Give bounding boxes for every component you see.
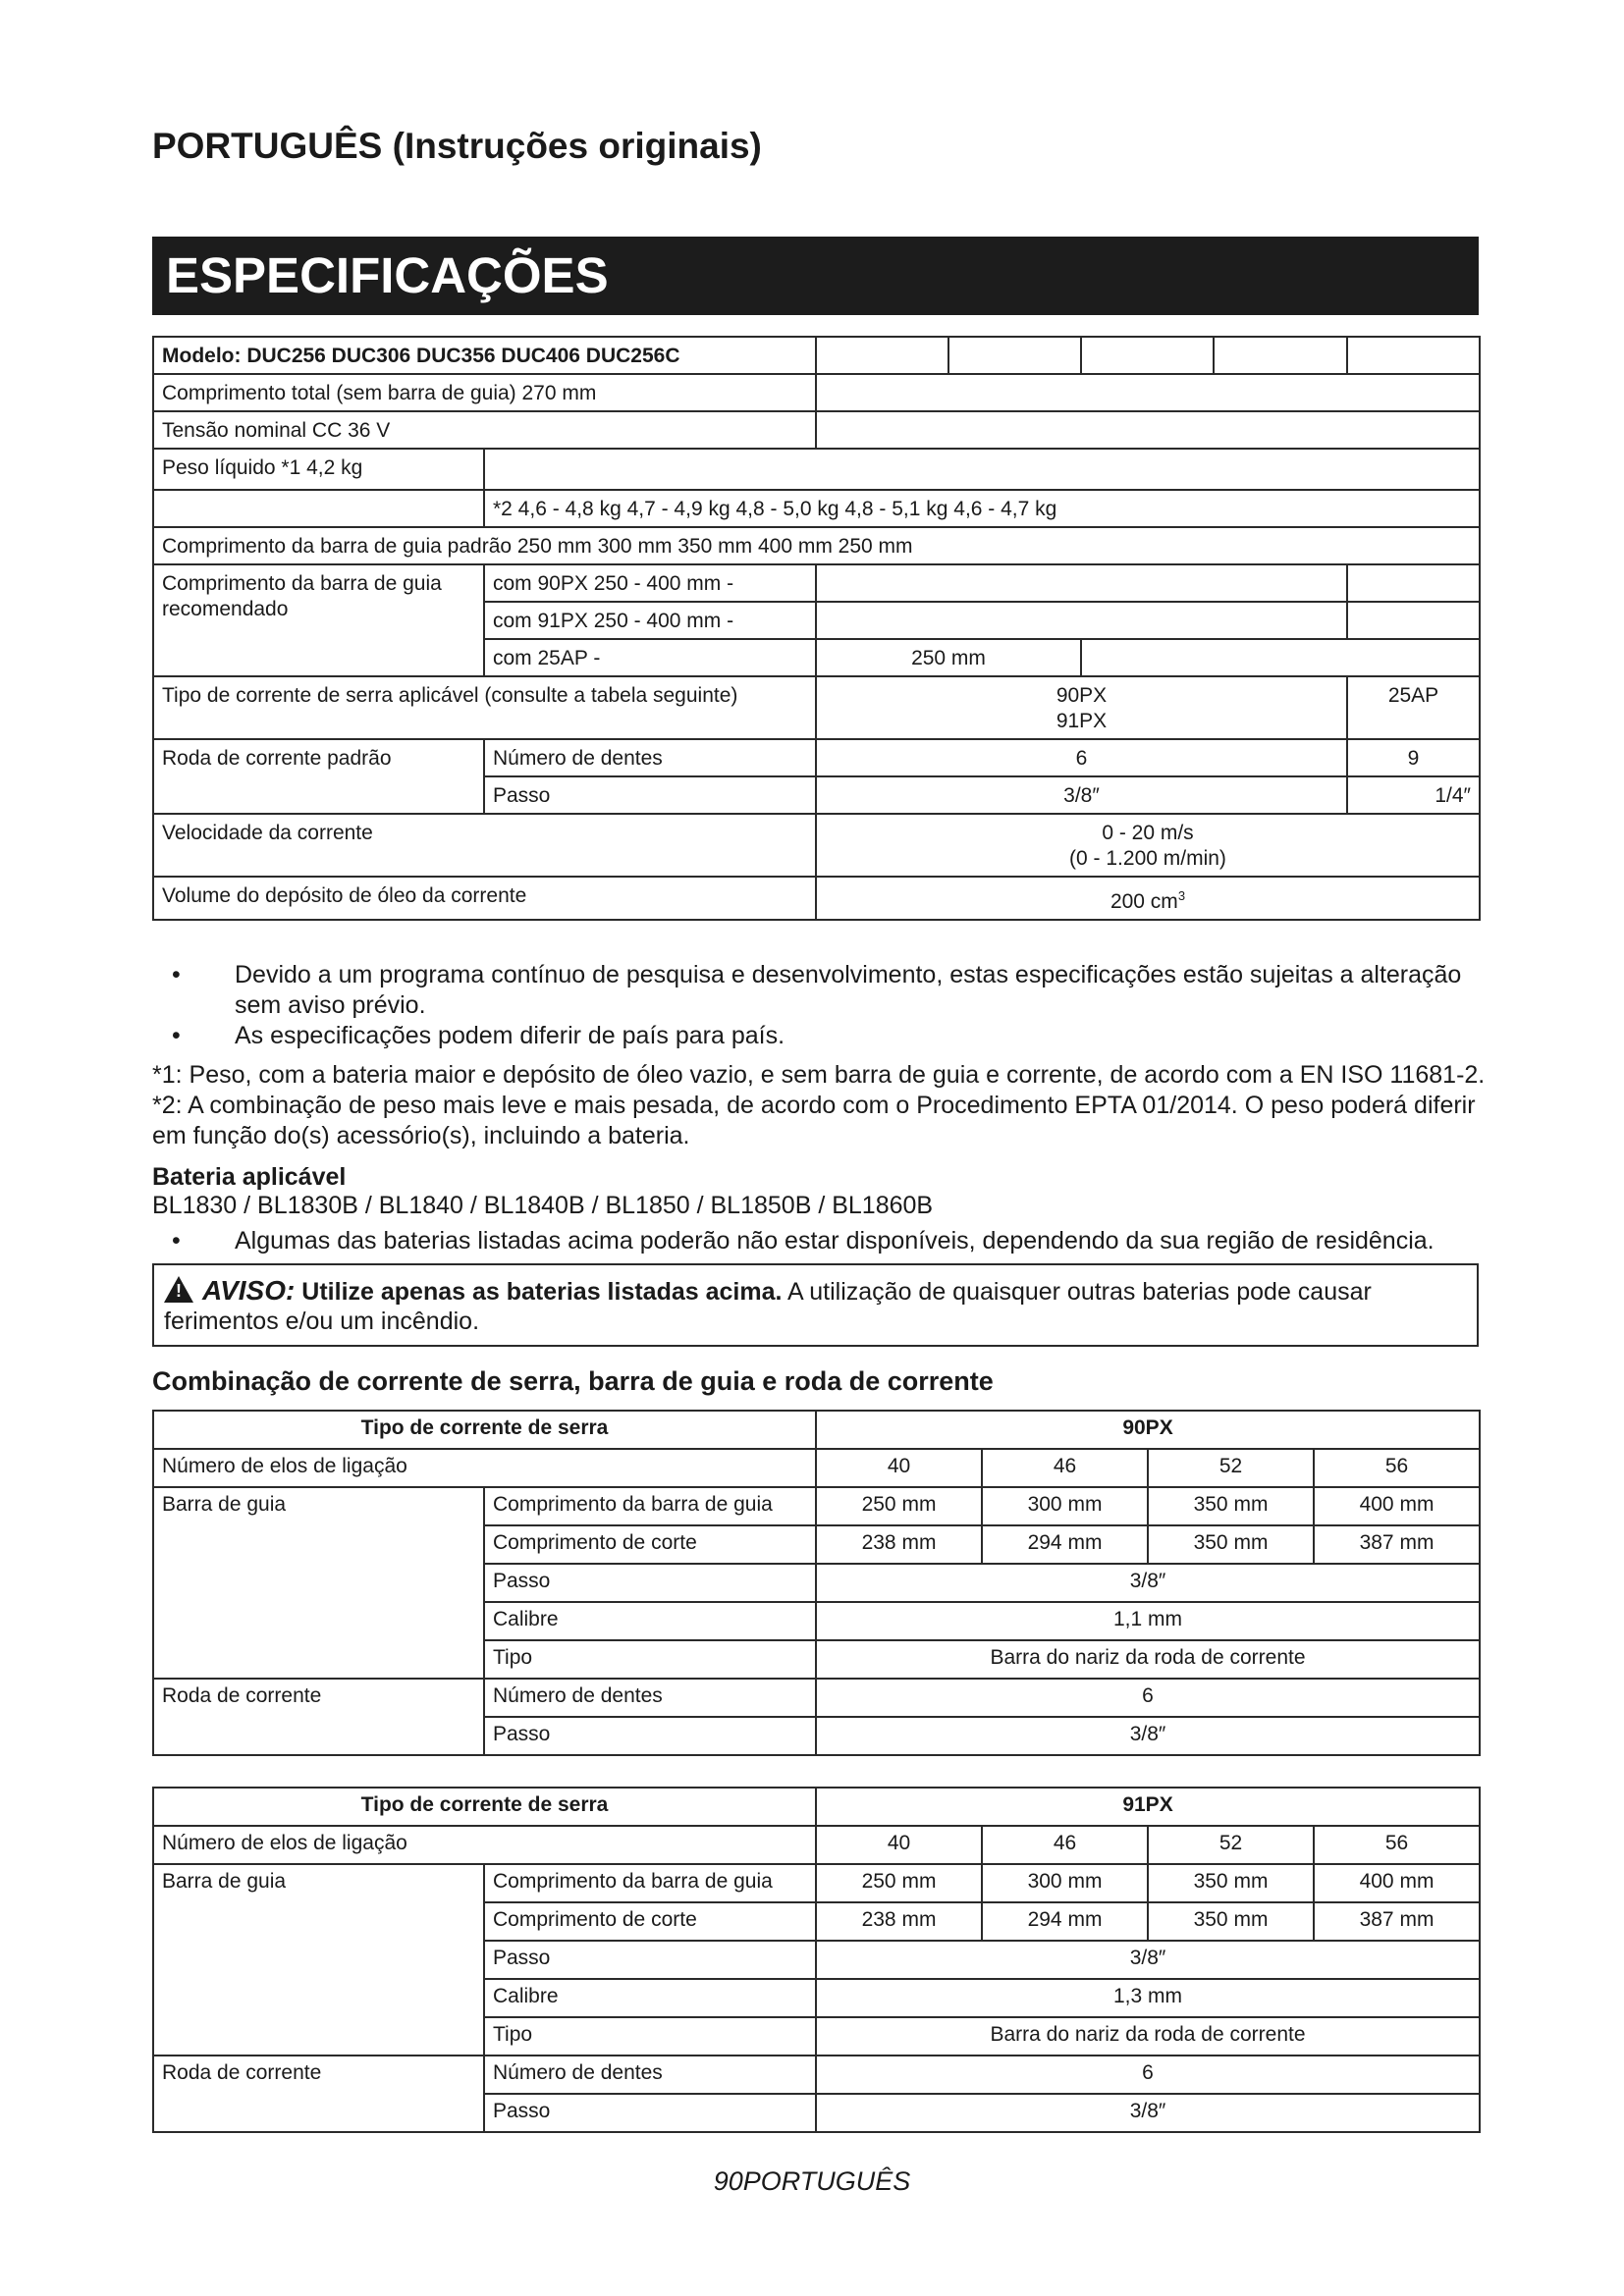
sprocket-label: Roda de corrente padrão	[153, 739, 484, 814]
battery-note: Algumas das baterias listadas acima poderão não estar disponíveis, dependendo da sua região de residência.	[235, 1227, 1435, 1255]
bar-length-label: Comprimento da barra de guia	[484, 1487, 816, 1525]
rec-25ap-value: 250 mm	[816, 639, 1081, 676]
gauge-value: 1,3 mm	[816, 1979, 1480, 2017]
combination-table-91px	[152, 1787, 1481, 2133]
bullet-dot: •	[172, 1022, 181, 1049]
chain-type-header: Tipo de corrente de serra	[153, 1788, 816, 1826]
table-row	[153, 2056, 1480, 2094]
pitch-label: Passo	[484, 1941, 816, 1979]
warning-icon	[164, 1276, 193, 1303]
page-language-title: PORTUGUÊS (Instruções originais)	[152, 126, 762, 166]
empty-cell	[1214, 337, 1347, 374]
sprocket-label: Roda de corrente	[153, 1679, 484, 1755]
table-row	[153, 527, 1480, 564]
empty-cell	[816, 337, 948, 374]
table-row	[153, 1679, 1480, 1717]
bar-length-label: Comprimento da barra de guia	[484, 1864, 816, 1902]
empty-cell	[816, 602, 1347, 639]
chain-speed-ms: 0 - 20 m/s	[1102, 822, 1194, 844]
empty-cell	[484, 449, 1480, 490]
bar-label: Barra de guia	[153, 1864, 484, 2056]
pitch-value-a: 3/8″	[816, 776, 1347, 814]
bullet-text: Devido a um programa contínuo de pesquisa e desenvolvimento, estas especificações estão sujeitas a alteração sem aviso prévio.	[235, 961, 1462, 1019]
chain-type-91px: 91PX	[1056, 710, 1108, 732]
model-cell: Modelo: DUC256 DUC306 DUC356 DUC406 DUC256C	[153, 337, 816, 374]
table-row	[153, 1788, 1480, 1826]
rated-voltage-cell: Tensão nominal CC 36 V	[153, 411, 816, 449]
battery-models: BL1830 / BL1830B / BL1840 / BL1840B / BL1850 / BL1850B / BL1860B	[152, 1192, 934, 1219]
gauge-label: Calibre	[484, 1602, 816, 1640]
cut-length-value: 387 mm	[1314, 1525, 1480, 1564]
bar-length-value: 300 mm	[982, 1487, 1148, 1525]
chain-speed-label: Velocidade da corrente	[153, 814, 816, 877]
teeth-label: Número de dentes	[484, 739, 816, 776]
table-row	[153, 1449, 1480, 1487]
links-value: 52	[1148, 1826, 1314, 1864]
table-row	[153, 1487, 1480, 1525]
empty-cell	[1347, 564, 1480, 602]
teeth-value: 6	[816, 2056, 1480, 2094]
bar-length-value: 350 mm	[1148, 1864, 1314, 1902]
cut-length-label: Comprimento de corte	[484, 1525, 816, 1564]
battery-title: Bateria aplicável	[152, 1163, 347, 1191]
bar-length-value: 400 mm	[1314, 1864, 1480, 1902]
chain-speed-mmin: (0 - 1.200 m/min)	[1069, 847, 1226, 870]
table-row	[153, 374, 1480, 411]
chain-type-90px: 90PX	[1056, 684, 1108, 707]
empty-cell	[816, 374, 1480, 411]
cut-length-value: 350 mm	[1148, 1525, 1314, 1564]
chain-type-label: Tipo de corrente de serra aplicável (consulte a tabela seguinte)	[153, 676, 816, 739]
oil-volume-label: Volume do depósito de óleo da corrente	[153, 877, 816, 920]
links-value: 40	[816, 1826, 982, 1864]
specifications-banner: ESPECIFICAÇÕES	[152, 237, 1479, 315]
oil-volume-value	[816, 877, 1480, 920]
chain-type-values	[816, 676, 1347, 739]
cut-length-value: 387 mm	[1314, 1902, 1480, 1941]
chain-speed-value	[816, 814, 1480, 877]
empty-cell	[948, 337, 1081, 374]
bar-length-value: 250 mm	[816, 1487, 982, 1525]
links-value: 52	[1148, 1449, 1314, 1487]
empty-cell	[816, 411, 1480, 449]
page-footer: 90PORTUGUÊS	[713, 2166, 911, 2196]
net-weight-cell: Peso líquido *1 4,2 kg	[153, 449, 484, 490]
bullet-dot: •	[172, 1227, 181, 1255]
gauge-label: Calibre	[484, 1979, 816, 2017]
std-bar-length-cell: Comprimento da barra de guia padrão 250 mm 300 mm 350 mm 400 mm 250 mm	[153, 527, 1480, 564]
oil-volume-superscript: 3	[1177, 888, 1186, 903]
bullet-text: As especificações podem diferir de país para país.	[235, 1022, 785, 1049]
chain-type-header: Tipo de corrente de serra	[153, 1411, 816, 1449]
table-row	[153, 676, 1480, 739]
pitch-label: Passo	[484, 776, 816, 814]
bullet-item	[172, 1021, 1488, 1051]
cut-length-value: 238 mm	[816, 1525, 982, 1564]
warning-box	[152, 1263, 1479, 1347]
table-row	[153, 449, 1480, 490]
table-row	[153, 490, 1480, 527]
sprocket-pitch-value: 3/8″	[816, 1717, 1480, 1755]
type-value: Barra do nariz da roda de corrente	[816, 2017, 1480, 2056]
warning-text: A utilização de quaisquer outras baterias pode causar ferimentos e/ou um incêndio.	[164, 1278, 1372, 1335]
oil-volume-number: 200 cm	[1110, 890, 1178, 913]
footnote-1: *1: Peso, com a bateria maior e depósito de óleo vazio, e sem barra de guia e corrente, de acordo com a EN ISO 11681-2.	[152, 1061, 1486, 1089]
bar-length-value: 400 mm	[1314, 1487, 1480, 1525]
warning-label: AVISO:	[201, 1275, 296, 1306]
bullet-item	[172, 1226, 1488, 1256]
cut-length-value: 238 mm	[816, 1902, 982, 1941]
empty-cell	[1347, 602, 1480, 639]
empty-cell	[816, 564, 1347, 602]
cut-length-value: 294 mm	[982, 1902, 1148, 1941]
chain-type-name: 91PX	[816, 1788, 1480, 1826]
combination-table-90px	[152, 1410, 1481, 1756]
type-label: Tipo	[484, 2017, 816, 2056]
combination-heading: Combinação de corrente de serra, barra de guia e roda de corrente	[152, 1366, 994, 1396]
table-row	[153, 814, 1480, 877]
rec-91px-cell: com 91PX 250 - 400 mm -	[484, 602, 816, 639]
rec-25ap-cell: com 25AP -	[484, 639, 816, 676]
pitch-value: 3/8″	[816, 1941, 1480, 1979]
teeth-value-b: 9	[1347, 739, 1480, 776]
pitch-value-b: 1/4″	[1347, 776, 1480, 814]
bar-length-value: 350 mm	[1148, 1487, 1314, 1525]
empty-cell	[1081, 337, 1214, 374]
chain-type-name: 90PX	[816, 1411, 1480, 1449]
rec-90px-cell: com 90PX 250 - 400 mm -	[484, 564, 816, 602]
cut-length-value: 294 mm	[982, 1525, 1148, 1564]
recommended-bar-label: Comprimento da barra de guia recomendado	[153, 564, 484, 676]
chain-type-25ap: 25AP	[1347, 676, 1480, 739]
table-row	[153, 1411, 1480, 1449]
sprocket-label: Roda de corrente	[153, 2056, 484, 2132]
teeth-label: Número de dentes	[484, 1679, 816, 1717]
sprocket-pitch-label: Passo	[484, 1717, 816, 1755]
table-row	[153, 564, 1480, 602]
links-value: 46	[982, 1826, 1148, 1864]
bar-length-value: 250 mm	[816, 1864, 982, 1902]
type-value: Barra do nariz da roda de corrente	[816, 1640, 1480, 1679]
table-row	[153, 877, 1480, 920]
table-row	[153, 739, 1480, 776]
cut-length-label: Comprimento de corte	[484, 1902, 816, 1941]
sprocket-pitch-label: Passo	[484, 2094, 816, 2132]
footnote-2: *2: A combinação de peso mais leve e mais pesada, de acordo com o Procedimento EPTA 01/2014. O peso poderá diferir em função do(s) acessório(s), incluindo a bateria.	[152, 1092, 1476, 1149]
links-label: Número de elos de ligação	[153, 1826, 816, 1864]
bar-length-value: 300 mm	[982, 1864, 1148, 1902]
table-row	[153, 337, 1480, 374]
gauge-value: 1,1 mm	[816, 1602, 1480, 1640]
table-row	[153, 1826, 1480, 1864]
teeth-value: 6	[816, 1679, 1480, 1717]
teeth-value-a: 6	[816, 739, 1347, 776]
links-value: 56	[1314, 1449, 1480, 1487]
bar-label: Barra de guia	[153, 1487, 484, 1679]
table-row	[153, 1864, 1480, 1902]
sprocket-pitch-value: 3/8″	[816, 2094, 1480, 2132]
warning-symbol: !	[176, 1281, 182, 1301]
table-row	[153, 411, 1480, 449]
pitch-label: Passo	[484, 1564, 816, 1602]
links-value: 40	[816, 1449, 982, 1487]
total-length-cell: Comprimento total (sem barra de guia) 270 mm	[153, 374, 816, 411]
links-label: Número de elos de ligação	[153, 1449, 816, 1487]
empty-cell	[1081, 639, 1480, 676]
empty-cell	[1347, 337, 1480, 374]
bullet-dot: •	[172, 961, 181, 988]
type-label: Tipo	[484, 1640, 816, 1679]
net-weight-range-cell: *2 4,6 - 4,8 kg 4,7 - 4,9 kg 4,8 - 5,0 kg 4,8 - 5,1 kg 4,6 - 4,7 kg	[484, 490, 1480, 527]
specifications-table	[152, 336, 1481, 921]
teeth-label: Número de dentes	[484, 2056, 816, 2094]
bullet-item	[172, 960, 1488, 1021]
warning-bold-text: Utilize apenas as baterias listadas acima.	[301, 1278, 783, 1306]
cut-length-value: 350 mm	[1148, 1902, 1314, 1941]
empty-cell	[153, 490, 484, 527]
links-value: 56	[1314, 1826, 1480, 1864]
links-value: 46	[982, 1449, 1148, 1487]
pitch-value: 3/8″	[816, 1564, 1480, 1602]
